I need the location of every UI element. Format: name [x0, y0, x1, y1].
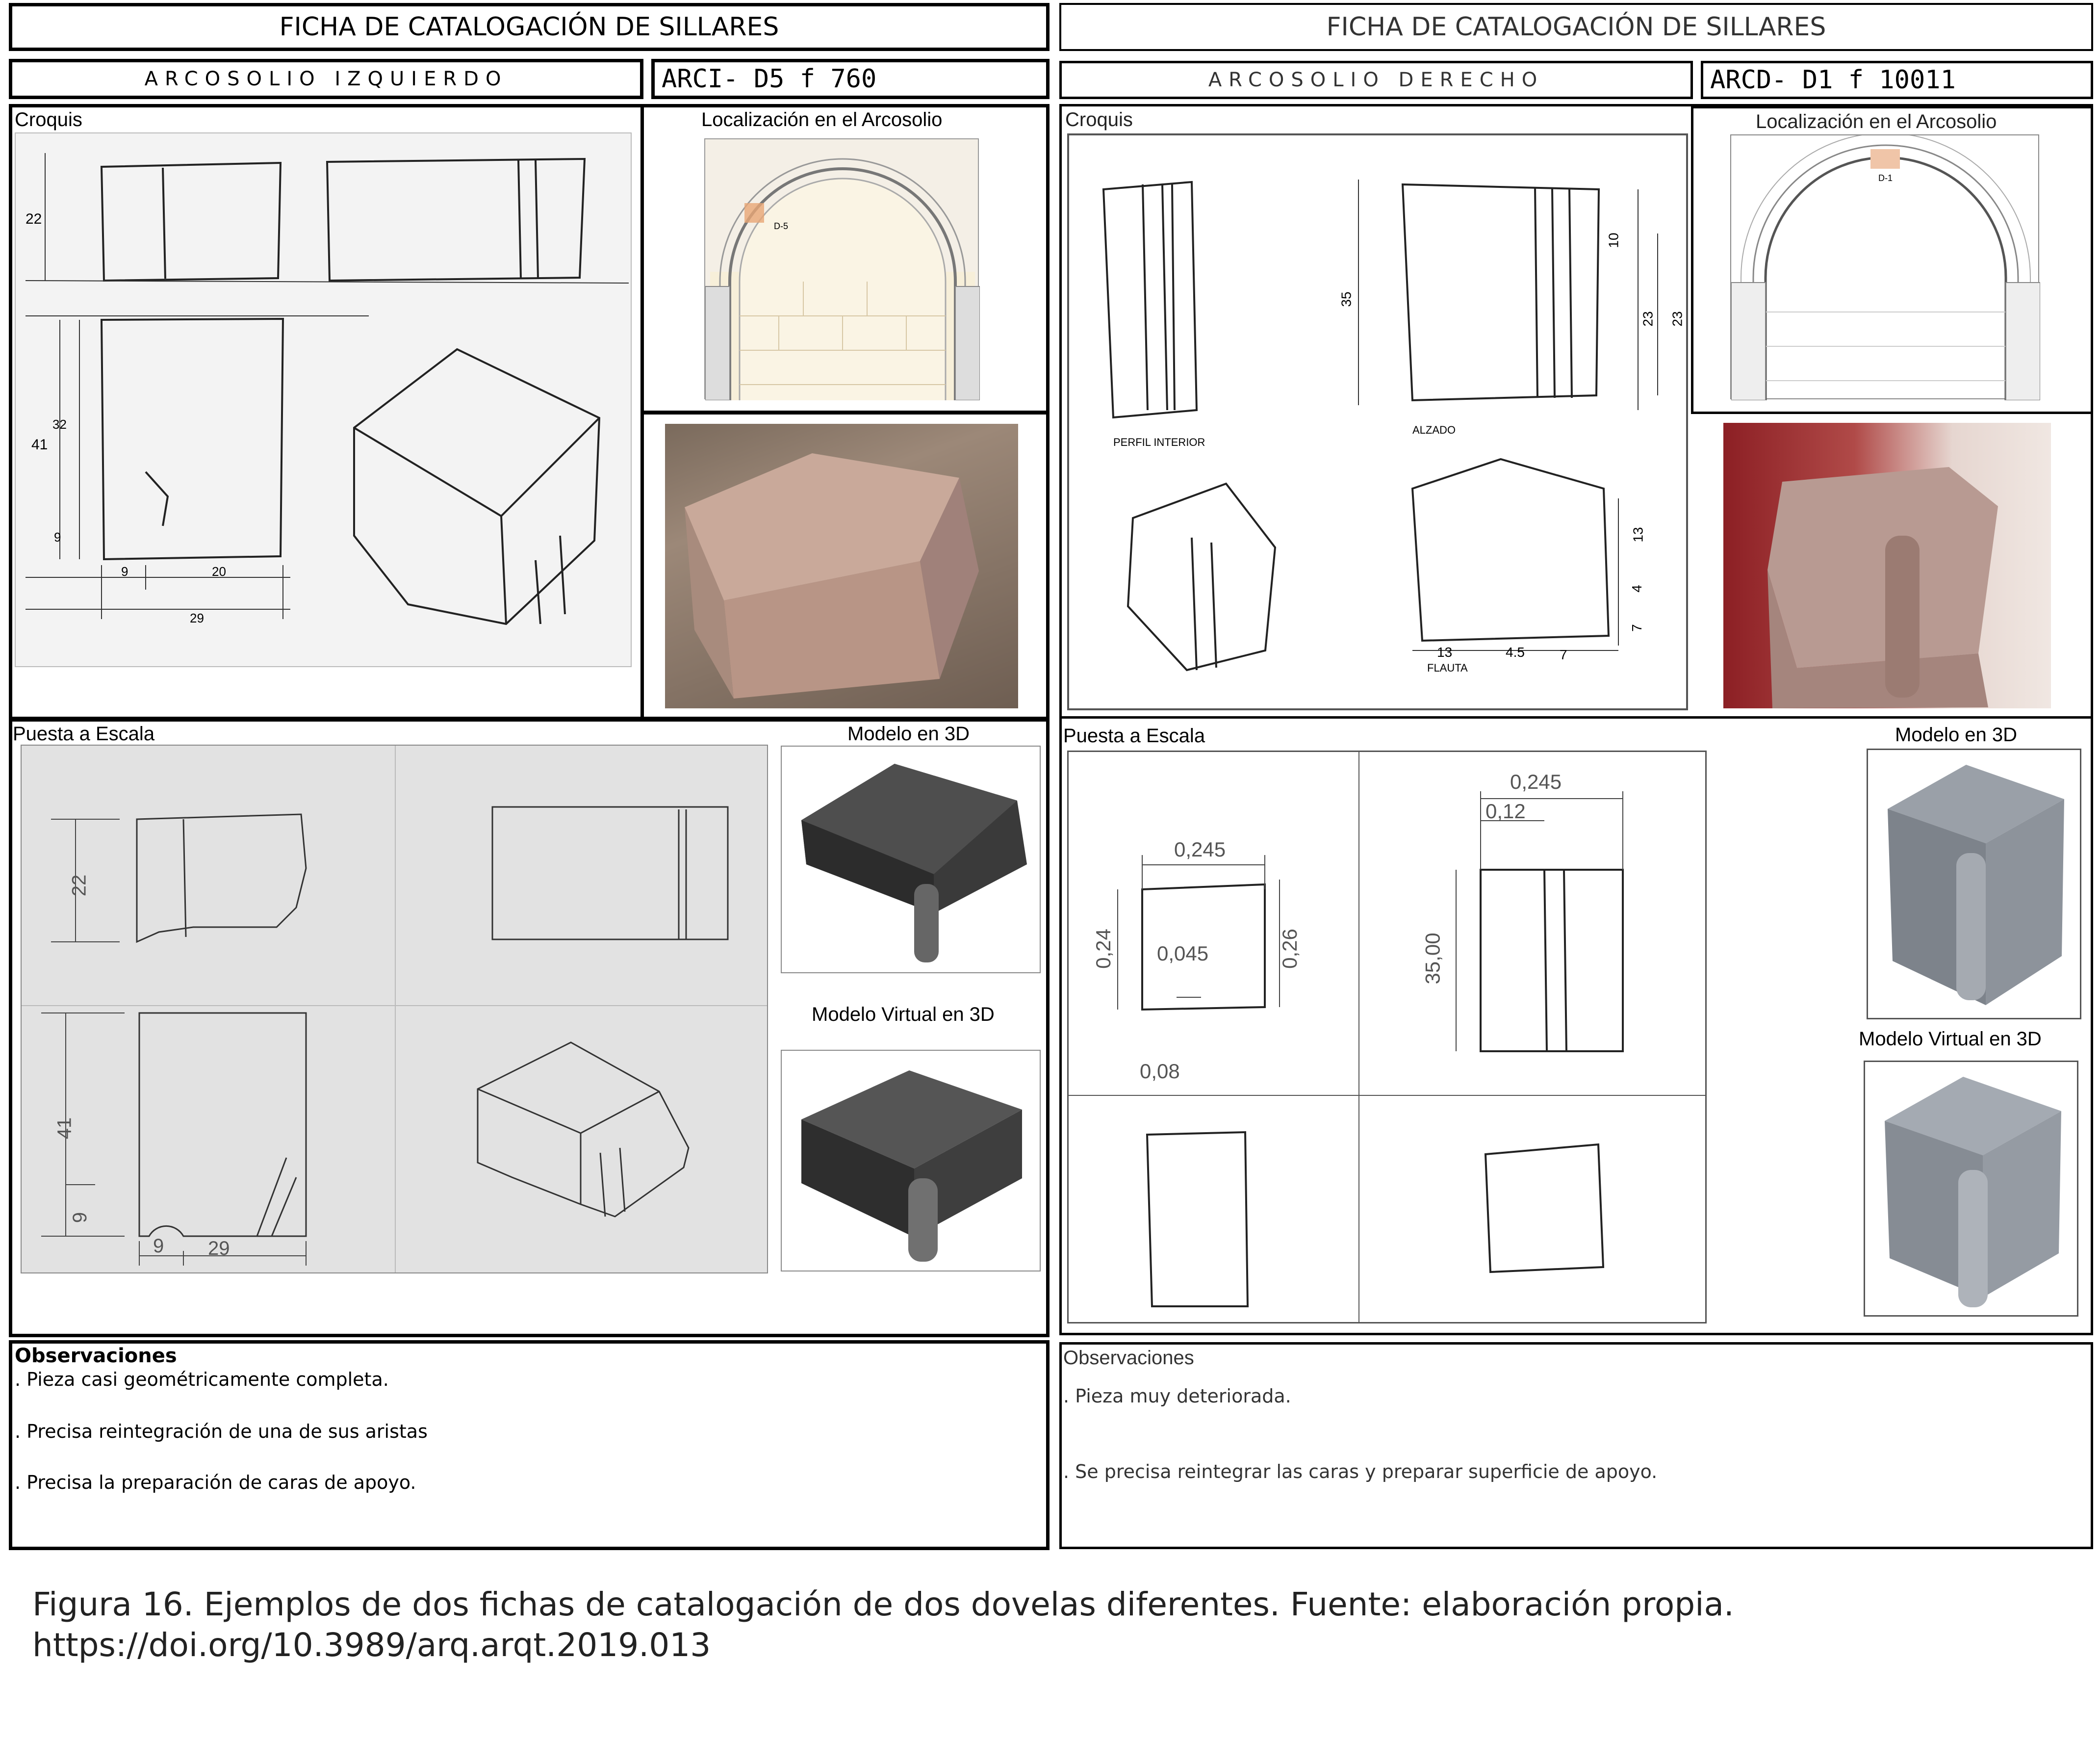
left-croquis-drawing [16, 133, 632, 667]
right-observacion-item: . Se precisa reintegrar las caras y preparar superficie de apoyo. [1063, 1461, 1658, 1482]
left-block-photo [665, 424, 1018, 708]
right-escala-drawing-panel [1067, 751, 1707, 1323]
left-subtitle-text: ARCOSOLIO IZQUIERDO [144, 68, 508, 90]
left-escala-dim: 9 [69, 1212, 91, 1223]
left-croquis-dim: 9 [121, 564, 128, 579]
left-croquis-dim: 22 [26, 211, 42, 227]
right-escala-dim: 35,00 [1421, 933, 1444, 985]
left-sheet-code [651, 59, 1050, 99]
right-arch-tag: D-1 [1878, 173, 1893, 183]
left-croquis-sketch [15, 132, 632, 667]
left-escala-drawing [22, 746, 768, 1273]
right-localizacion-label: Localización en el Arcosolio [1756, 111, 1997, 132]
right-escala-dim: 0,245 [1174, 838, 1226, 861]
left-modelo-virtual-render [782, 1051, 1041, 1271]
right-croquis-dim: 35 [1338, 291, 1354, 307]
left-croquis-dim: 29 [190, 611, 204, 625]
right-croquis-dim: 23 [1640, 311, 1656, 327]
right-croquis-drawing [1069, 135, 1688, 710]
right-modelo3d-panel [1867, 749, 2081, 1019]
right-escala-dim: 0,045 [1157, 942, 1209, 965]
right-subtitle-text: ARCOSOLIO DERECHO [1208, 69, 1544, 91]
caption-line-1: Figura 16. Ejemplos de dos fichas de catalogación de dos dovelas diferentes. Fuente: elaboración propia. [32, 1585, 1734, 1623]
right-sheet-subtitle [1059, 61, 1693, 99]
left-code-text: ARCI- D5 f 760 [662, 64, 877, 94]
left-modelo3d-render [782, 747, 1041, 973]
right-escala-dim: 0,24 [1091, 929, 1115, 969]
right-escala-drawing [1069, 752, 1707, 1323]
right-observaciones-label: Observaciones [1063, 1347, 1194, 1369]
left-observacion-item: . Precisa la preparación de caras de apoyo. [15, 1472, 416, 1493]
left-arch-drawing [705, 139, 980, 400]
right-croquis-dim: 4 [1629, 585, 1644, 593]
right-escala-dim: 0,12 [1485, 800, 1526, 823]
left-croquis-dim: 41 [31, 437, 48, 453]
right-modelo-virtual-label: Modelo Virtual en 3D [1859, 1028, 2042, 1050]
left-modelo-virtual-panel [781, 1050, 1041, 1271]
left-modelo3d-label: Modelo en 3D [847, 723, 970, 745]
right-croquis-dim: 23 [1669, 311, 1685, 327]
right-sheet-code [1701, 61, 2093, 99]
right-escala-dim: 0,245 [1510, 770, 1562, 793]
right-modelo-virtual-panel [1864, 1061, 2078, 1317]
left-header-text: FICHA DE CATALOGACIÓN DE SILLARES [279, 12, 779, 42]
left-observaciones-label: Observaciones [15, 1345, 177, 1367]
left-escala-dim: 29 [208, 1238, 230, 1259]
left-croquis-dim: 32 [52, 417, 67, 432]
left-escala-drawing-panel [21, 745, 768, 1273]
right-croquis-sketch [1067, 133, 1688, 710]
left-sheet-header [9, 3, 1050, 51]
right-croquis-dim: 13 [1630, 527, 1646, 543]
left-croquis-dim: 9 [54, 530, 61, 545]
figure-caption [32, 1584, 1734, 1665]
left-localizacion-label: Localización en el Arcosolio [701, 109, 943, 130]
right-croquis-note: FLAUTA [1427, 662, 1468, 674]
right-header-text: FICHA DE CATALOGACIÓN DE SILLARES [1326, 12, 1826, 42]
left-modelo3d-panel [781, 746, 1041, 973]
right-escala-dim: 0,08 [1140, 1060, 1180, 1083]
right-observaciones-box [1059, 1342, 2093, 1549]
left-croquis-dim: 20 [212, 564, 226, 579]
left-escala-dim: 41 [53, 1117, 76, 1140]
right-observacion-item: . Pieza muy deteriorada. [1063, 1385, 1291, 1407]
left-escala-dim: 22 [68, 874, 90, 897]
right-croquis-dim: 4.5 [1506, 645, 1525, 660]
right-code-text: ARCD- D1 f 10011 [1710, 65, 1956, 95]
right-modelo3d-label: Modelo en 3D [1895, 724, 2018, 746]
right-croquis-dim: 13 [1437, 645, 1453, 660]
right-block-photo-art [1723, 423, 2051, 708]
right-croquis-dim: 7 [1560, 647, 1567, 662]
left-arch-tag: D-5 [774, 221, 789, 231]
right-croquis-note: ALZADO [1412, 424, 1456, 436]
right-modelo-virtual-render [1865, 1062, 2078, 1317]
left-escala-label: Puesta a Escala [13, 723, 155, 745]
right-croquis-dim: 10 [1606, 233, 1621, 248]
right-block-photo [1723, 423, 2051, 708]
left-observacion-item: . Pieza casi geométricamente completa. [15, 1369, 389, 1390]
right-sheet-header [1059, 3, 2093, 51]
left-observacion-item: . Precisa reintegración de una de sus aristas [15, 1421, 428, 1442]
left-croquis-label: Croquis [15, 109, 82, 130]
right-arch-diagram [1730, 134, 2039, 399]
right-croquis-dim: 7 [1629, 624, 1644, 632]
left-sheet-subtitle [9, 59, 643, 99]
left-arch-diagram [704, 138, 979, 399]
right-modelo3d-render [1868, 750, 2081, 1019]
caption-doi-link[interactable]: https://doi.org/10.3989/arq.arqt.2019.013 [32, 1626, 711, 1664]
left-escala-dim: 9 [153, 1235, 164, 1257]
left-modelo-virtual-label: Modelo Virtual en 3D [812, 1004, 995, 1025]
right-escala-dim: 0,26 [1278, 929, 1301, 969]
right-escala-label: Puesta a Escala [1063, 725, 1205, 747]
right-croquis-label: Croquis [1065, 109, 1133, 130]
left-block-photo-art [665, 424, 1018, 708]
right-croquis-note: PERFIL INTERIOR [1113, 436, 1205, 448]
